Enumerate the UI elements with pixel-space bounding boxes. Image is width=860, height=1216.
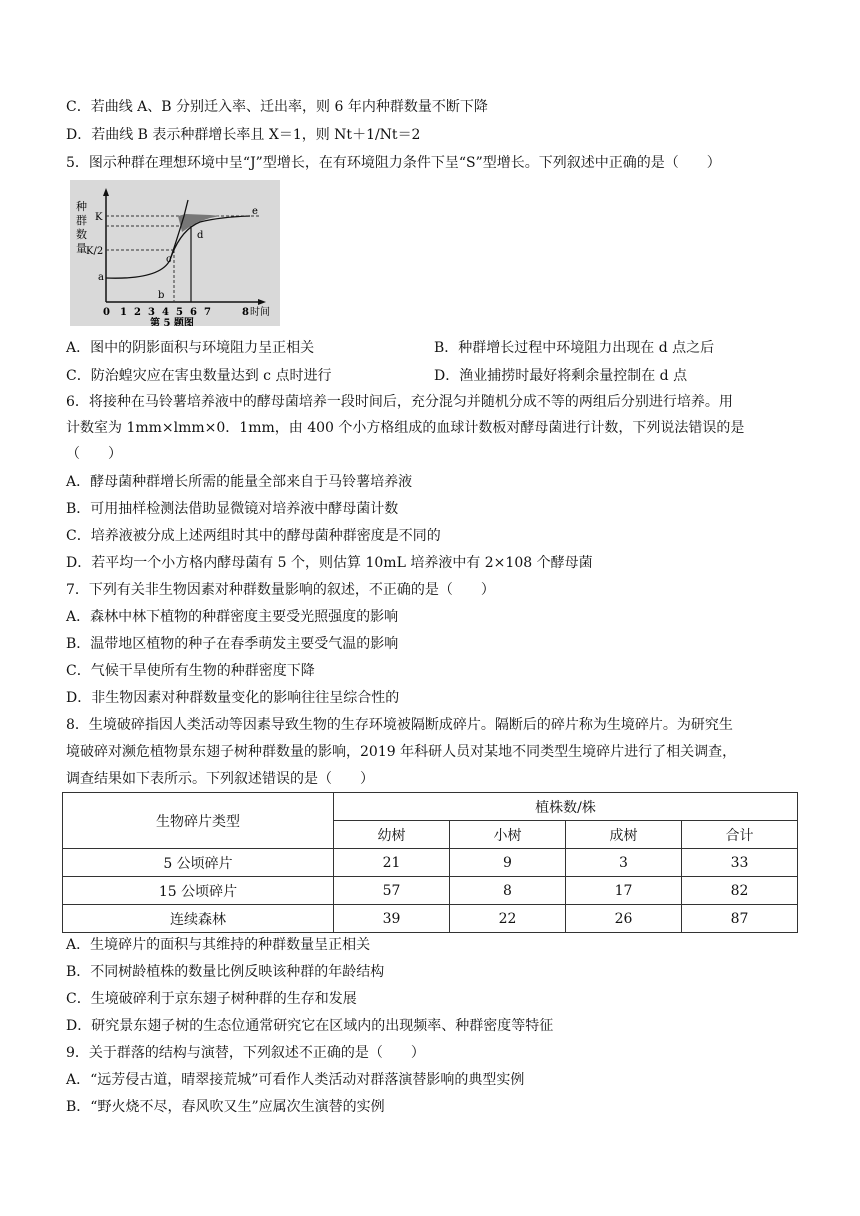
q6-stem-1: 6．将接种在马铃薯培养液中的酵母菌培养一段时间后，充分混匀并随机分成不等的两组后分别进行培养。用 [66, 394, 733, 410]
subheader: 幼树 [334, 821, 450, 849]
subheader: 合计 [682, 821, 798, 849]
k2-label: K/2 [86, 246, 104, 257]
q7-option-c: C．气候干旱使所有生物的种群密度下降 [66, 663, 315, 679]
cell: 21 [334, 849, 450, 877]
q7-option-a: A．森林中林下植物的种群密度主要受光照强度的影响 [66, 609, 399, 625]
svg-text:3: 3 [148, 307, 155, 318]
y-label-3: 数 [76, 228, 87, 241]
population-growth-figure [70, 180, 280, 326]
point-b: b [158, 290, 165, 301]
figure-caption: 第 5 题图 [150, 318, 194, 326]
cell: 87 [682, 905, 798, 933]
header-type: 生物碎片类型 [63, 793, 334, 849]
q7-stem: 7．下列有关非生物因素对种群数量影响的叙述，不正确的是（ ） [66, 582, 495, 598]
row-type: 5 公顷碎片 [63, 849, 334, 877]
cell: 33 [682, 849, 798, 877]
cell: 26 [566, 905, 682, 933]
y-axis-arrow [103, 188, 109, 196]
svg-text:8: 8 [242, 307, 249, 318]
svg-text:7: 7 [204, 307, 211, 318]
q8-option-d: D．研究景东翅子树的生态位通常研究它在区域内的出现频率、种群密度等特征 [66, 1018, 554, 1034]
cell: 9 [450, 849, 566, 877]
q6-option-b: B．可用抽样检测法借助显微镜对培养液中酵母菌计数 [66, 501, 399, 517]
cell: 22 [450, 905, 566, 933]
row-type: 15 公顷碎片 [63, 877, 334, 905]
q6-option-a: A．酵母菌种群增长所需的能量全部来自于马铃薯培养液 [66, 474, 413, 490]
x-axis-label: 时间 [250, 307, 270, 318]
q5-option-b: B．种群增长过程中环境阻力出现在 d 点之后 [434, 340, 715, 356]
q4-option-d: D．若曲线 B 表示种群增长率且 X＝1，则 Nt＋1/Nt＝2 [66, 127, 421, 143]
q7-option-b: B．温带地区植物的种子在春季萌发主要受气温的影响 [66, 636, 399, 652]
q8-stem-1: 8．生境破碎指因人类活动等因素导致生物的生存环境被隔断成碎片。隔断后的碎片称为生境碎片。为研究生 [66, 717, 733, 733]
svg-text:2: 2 [134, 307, 141, 318]
svg-text:1: 1 [120, 307, 127, 318]
q4-option-c: C．若曲线 A、B 分别迁入率、迁出率，则 6 年内种群数量不断下降 [66, 99, 488, 115]
subheader: 成树 [566, 821, 682, 849]
q8-data-table [62, 792, 798, 933]
point-e: e [252, 206, 258, 217]
svg-text:5: 5 [176, 307, 183, 318]
cell: 57 [334, 877, 450, 905]
x-axis-arrow [258, 299, 266, 305]
row-type: 连续森林 [63, 905, 334, 933]
svg-text:6: 6 [190, 307, 197, 318]
q5-option-a: A．图中的阴影面积与环境阻力呈正相关 [66, 340, 315, 356]
cell: 82 [682, 877, 798, 905]
q7-option-d: D．非生物因素对种群数量变化的影响往往呈综合性的 [66, 690, 400, 706]
q9-option-b: B．“野火烧不尽，春风吹又生”应属次生演替的实例 [66, 1099, 385, 1115]
q6-option-c: C．培养液被分成上述两组时其中的酵母菌种群密度是不同的 [66, 528, 441, 544]
cell: 39 [334, 905, 450, 933]
table-row [63, 905, 798, 933]
q9-option-a: A．“远芳侵古道，晴翠接荒城”可看作人类活动对群落演替影响的典型实例 [66, 1072, 525, 1088]
y-label-2: 群 [76, 214, 87, 227]
q8-option-b: B．不同树龄植株的数量比例反映该种群的年龄结构 [66, 964, 385, 980]
y-label-1: 种 [76, 200, 87, 213]
q9-stem: 9．关于群落的结构与演替，下列叙述不正确的是（ ） [66, 1045, 425, 1061]
svg-text:0: 0 [103, 307, 110, 318]
k-label: K [95, 212, 103, 223]
table-row [63, 877, 798, 905]
q5-option-d: D．渔业捕捞时最好将剩余量控制在 d 点 [434, 368, 688, 384]
q5-stem: 5．图示种群在理想环境中呈“J”型增长，在有环境阻力条件下呈“S”型增长。下列叙述中正确的是（ ） [66, 155, 721, 171]
cell: 17 [566, 877, 682, 905]
cell: 3 [566, 849, 682, 877]
q8-option-c: C．生境破碎利于京东翅子树种群的生存和发展 [66, 991, 357, 1007]
header-group: 植株数/株 [334, 793, 798, 821]
q6-stem-3: （ ） [66, 446, 122, 462]
cell: 8 [450, 877, 566, 905]
subheader: 小树 [450, 821, 566, 849]
svg-text:4: 4 [162, 307, 169, 318]
x-ticks [103, 307, 249, 318]
point-c: c [166, 254, 172, 265]
y-label-4: 量 [76, 242, 87, 255]
q8-option-a: A．生境碎片的面积与其维持的种群数量呈正相关 [66, 937, 371, 953]
q8-stem-2: 境破碎对濒危植物景东翅子树种群数量的影响，2019 年科研人员对某地不同类型生境碎片进行了相关调查， [66, 744, 737, 760]
q5-option-c: C．防治蝗灾应在害虫数量达到 c 点时进行 [66, 368, 332, 384]
j-curve [106, 200, 188, 278]
table-row [63, 849, 798, 877]
q6-option-d: D．若平均一个小方格内酵母菌有 5 个，则估算 10mL 培养液中有 2×108 个酵母菌 [66, 555, 593, 571]
point-d: d [197, 230, 204, 241]
point-a: a [98, 272, 104, 283]
q6-stem-2: 计数室为 1mm×lmm×0．1mm，由 400 个小方格组成的血球计数板对酵母菌进行计数，下列说法错误的是 [66, 420, 745, 436]
q8-stem-3: 调查结果如下表所示。下列叙述错误的是（ ） [66, 771, 374, 787]
